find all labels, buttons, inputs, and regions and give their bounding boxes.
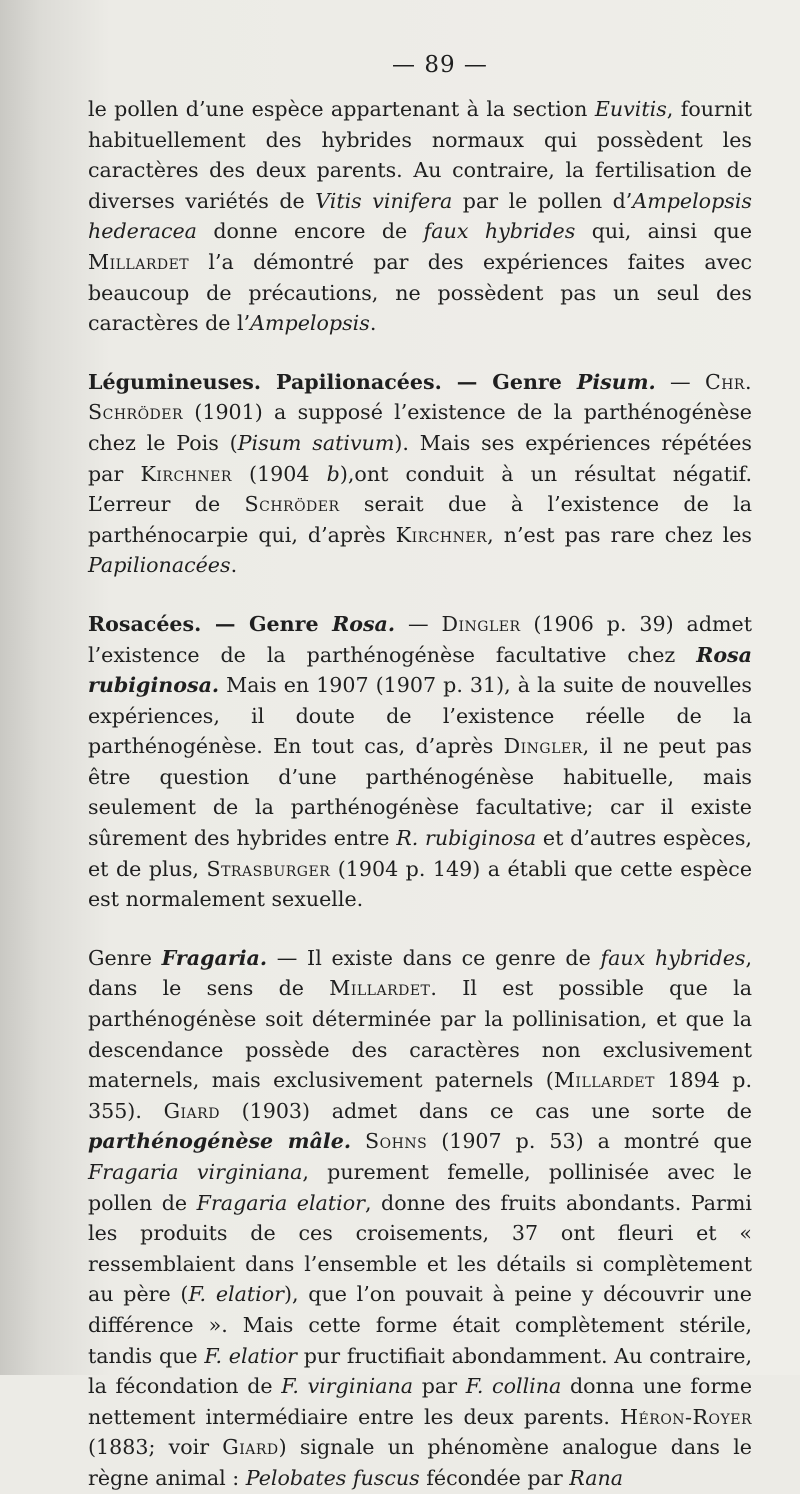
text: (1907 p. 53) a montré que [427,1129,753,1154]
text: par le pollen d’ [452,188,633,213]
author-name: Giard [163,1098,220,1123]
text: . [230,553,238,578]
text: 1894 p. 355). [88,1068,753,1123]
text: donna une forme nettement intermédiaire entre les deux parents. [88,1374,753,1429]
text [351,1129,365,1153]
genus-heading: Fragaria. [161,945,268,970]
page-number: — 89 — [392,52,488,78]
text: (1904 [231,461,327,486]
author-name: Millardet [329,976,431,1001]
italic-text: F. elatior [188,1282,284,1307]
text: , dans le sens de [88,945,752,1001]
text: , donne des fruits abondants. Parmi les produits de ces croisements, 37 ont fleuri et « ressemblaient dans l’ensemble et les détails si complètement au père ( [88,1190,752,1307]
text: , n’est pas rare chez les [487,522,753,547]
text: fécondée par [419,1465,570,1490]
italic-text: R. rubiginosa [396,826,537,851]
italic-text: b [326,461,340,486]
italic-text: Pelobates fuscus [245,1465,420,1490]
italic-text: Vitis vinifera [315,188,453,213]
text: ),ont conduit à un résultat négatif. L’erreur de [88,461,752,517]
italic-text: Pisum sativum [237,430,395,455]
text: (1903) admet dans ce cas une sorte de [219,1098,752,1123]
text: (1904 p. 149) a établi que cette espèce est normalement sexuelle. [88,856,753,912]
text: — [655,369,705,394]
author-name: Dingler [441,611,521,636]
text: . Il est possible que la parthénogénèse soit déterminée par la pollinisation, et que la descendance possède des caractères non exclusivement maternels, mais exclusivement paternels ( [88,976,752,1093]
text: l’a démontré par des expériences faites avec beaucoup de précautions, ne possèdent pas un seul des caractères de l’ [88,249,752,336]
text: pur fructifiait abondamment. Au contraire, la fécondation de [88,1343,752,1399]
author-name: Chr. Schröder [88,369,752,425]
text: — [395,611,442,636]
text: , fournit habituellement des hybrides normaux qui possèdent les caractères des deux parents. Au contraire, la fertilisation de diverses variétés de [88,97,752,213]
paragraph-vitis [88,94,752,339]
italic-text: parthénogénèse mâle. [88,1129,352,1154]
italic-text: Papilionacées [88,553,231,578]
text: , il ne peut pas être question d’une parthénogénèse habituelle, mais seulement de la parthénogénèse facultative; car il existe sûrement des hybrides entre [88,734,752,851]
paragraph-rosa [88,609,752,915]
italic-text: Rana [569,1465,624,1490]
author-name: Millardet [88,249,190,274]
paragraph-fragaria [88,943,752,1494]
section-heading: Légumineuses. Papilionacées. — Genre [88,369,577,394]
italic-text: faux hybrides [423,219,576,244]
text: . [369,311,377,336]
paragraph-pisum [88,367,752,581]
text: , purement femelle, pollinisée avec le pollen de [88,1160,752,1215]
text: ). Mais ses expériences répétées par [88,430,753,486]
text: (1906 p. 39) admet l’existence de la parthénogénèse facultative chez [88,611,752,667]
section-heading: Rosacées. — Genre [88,611,333,636]
text: et d’autres espèces, et de plus, [88,826,752,881]
text: par [413,1374,466,1399]
italic-text: faux hybrides [600,945,746,970]
italic-text: Ampelopsis hederacea [88,188,752,244]
section-heading: Genre [88,945,162,970]
italic-text: Rosa rubiginosa. [88,642,752,698]
text: ), que l’on pouvait à peine y découvrir une différence ». Mais cette forme était complètement stérile, tandis que [88,1282,752,1368]
text: (1901) a supposé l’existence de la parthénogénèse chez le Pois ( [88,400,752,455]
text: (1883; voir [88,1435,223,1460]
italic-text: Fragaria elatior [196,1190,365,1215]
text: Mais en 1907 (1907 p. 31), à la suite de nouvelles expériences, il doute de l’existence réelle de la parthénogénèse. En tout cas, d’après [88,673,752,759]
italic-text: F. virginiana [281,1374,414,1399]
italic-text: F. elatior [204,1343,297,1368]
text: serait due à l’existence de la parthénocarpie qui, d’après [88,492,752,547]
text: — Il existe dans ce genre de [267,945,601,970]
author-name: Kirchner [395,522,488,547]
author-name: Millardet [553,1068,655,1093]
author-name: Dingler [503,734,583,759]
author-name: Héron-Royer [620,1404,752,1429]
author-name: Schröder [244,492,340,517]
text: qui, ainsi que [575,219,753,244]
text: donne encore de [196,219,424,244]
author-name: Giard [222,1435,279,1460]
italic-text: Euvitis [594,97,667,121]
genus-heading: Pisum. [576,369,656,394]
italic-text: F. collina [465,1374,562,1399]
italic-text: Fragaria virginiana [88,1160,303,1184]
author-name: Kirchner [140,461,232,486]
text: ) signale un phénomène analogue dans le règne animal : [88,1435,752,1490]
author-name: Sohns [365,1129,428,1154]
italic-text: Ampelopsis [250,311,370,336]
author-name: Strasburger [206,856,331,881]
text: le pollen d’une espèce appartenant à la section [88,97,595,121]
genus-heading: Rosa. [332,611,396,636]
